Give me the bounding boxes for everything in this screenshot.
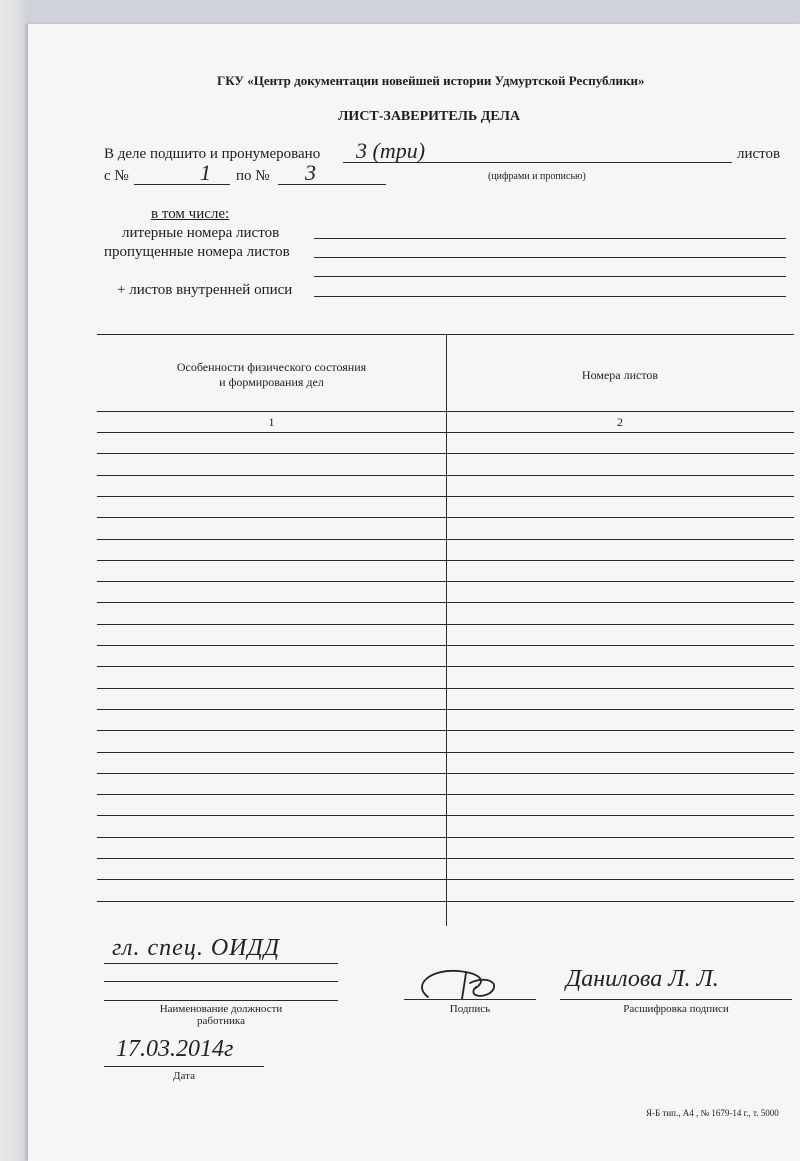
col2-number: 2 [617, 415, 623, 429]
from-value: 1 [200, 160, 211, 185]
position-line-1 [104, 963, 338, 964]
missed-numbers-label: пропущенные номера листов [104, 244, 290, 260]
table-row [97, 432, 794, 433]
table-row [97, 688, 794, 689]
sheets-label: листов [737, 146, 781, 162]
position-handwritten: гл. спец. ОИДД [112, 935, 281, 961]
including-heading: в том числе: [151, 206, 230, 222]
paper-stack-edge [0, 0, 28, 1161]
table-row [97, 666, 794, 667]
sheets-underline [343, 162, 732, 163]
sign-line [404, 999, 536, 1000]
table-row [97, 560, 794, 561]
position-label-line1: Наименование должности [159, 1003, 283, 1015]
organization-name: ГКУ «Центр документации новейшей истории Удмуртской Республики» [217, 73, 645, 88]
table-row [97, 624, 794, 625]
table-row [97, 645, 794, 646]
from-label: с № [104, 168, 129, 184]
sheets-handwritten: 3 (три) [356, 138, 426, 163]
position-line-3 [104, 1000, 338, 1001]
col2-header: Номера листов [581, 368, 659, 382]
table-row [97, 752, 794, 753]
table-row [97, 602, 794, 603]
decode-label: Расшифровка подписи [623, 1003, 729, 1015]
from-underline [134, 184, 230, 185]
to-value: 3 [305, 160, 316, 185]
position-label [104, 1003, 338, 1027]
date-label: Дата [173, 1070, 195, 1082]
table-row [97, 453, 794, 454]
to-label: по № [236, 168, 270, 184]
col1-header-line2: и формирования дел [219, 375, 324, 389]
intro-label: В деле подшито и пронумеровано [104, 146, 321, 162]
position-line-2 [104, 981, 338, 982]
table-row [97, 837, 794, 838]
table-row [97, 858, 794, 859]
col1-number: 1 [268, 415, 275, 429]
table-row [97, 475, 794, 476]
table-row [97, 815, 794, 816]
table-row [97, 496, 794, 497]
letter-numbers-line [314, 238, 786, 239]
letter-numbers-label: литерные номера листов [122, 225, 280, 241]
table-row [97, 517, 794, 518]
digits-note: (цифрами и прописью) [488, 171, 586, 182]
table-row [97, 879, 794, 880]
to-underline [278, 184, 386, 185]
sign-label: Подпись [449, 1003, 491, 1015]
missed-numbers-line [314, 257, 786, 258]
missed-numbers-line-2 [314, 276, 786, 277]
inner-inventory-label: + листов внутренней описи [117, 282, 293, 298]
header-bottom-border [97, 411, 794, 412]
decode-handwritten: Данилова Л. Л. [566, 966, 719, 992]
table-row [97, 581, 794, 582]
col1-header-line1: Особенности физического состояния [176, 360, 367, 374]
inner-inventory-line [314, 296, 786, 297]
col1-header [97, 360, 446, 390]
signature-mark-icon [410, 965, 520, 1001]
decode-line [560, 999, 792, 1000]
document-title: ЛИСТ-ЗАВЕРИТЕЛЬ ДЕЛА [338, 109, 521, 124]
table-row [97, 901, 794, 902]
position-label-line2: работника [197, 1015, 245, 1027]
table-row [97, 730, 794, 731]
print-info: Я-Б тип., А4 , № 1679-14 г., т. 5000 [646, 1108, 779, 1118]
table-row [97, 794, 794, 795]
table-row [97, 539, 794, 540]
date-handwritten: 17.03.2014г [116, 1036, 234, 1062]
table-row [97, 773, 794, 774]
date-line [104, 1066, 264, 1067]
table-row [97, 709, 794, 710]
